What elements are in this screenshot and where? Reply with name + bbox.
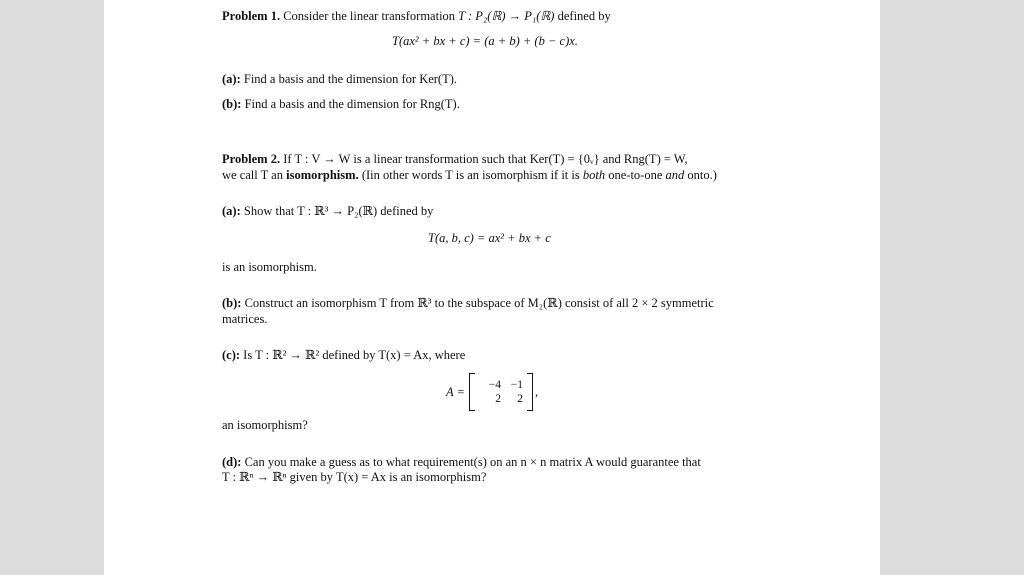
matrix-entry: 2	[517, 393, 523, 405]
problem-2-definition: we call T an isomorphism. (Iin other words T is an isomorphism if it is both one-to-one and onto.)	[222, 168, 717, 182]
problem-2d: (d): Can you make a guess as to what requirement(s) on an n × n matrix A would guarantee that	[222, 455, 701, 469]
problem-2c-tail: an isomorphism?	[222, 418, 308, 432]
problem-2b-cont: matrices.	[222, 312, 268, 326]
matrix-entries	[479, 379, 523, 405]
problem-1b: (b): Find a basis and the dimension for Rng(T).	[222, 97, 460, 111]
document-page	[104, 0, 880, 575]
problem-2c: (c): Is T : ℝ² → ℝ² defined by T(x) = Ax, where	[222, 348, 466, 362]
matrix-a	[446, 373, 538, 411]
problem-2a-formula: T(a, b, c) = ax² + bx + c	[428, 231, 551, 245]
problem-2a: (a): Show that T : ℝ³ → P₂(ℝ) defined by	[222, 204, 434, 218]
problem-1a: (a): Find a basis and the dimension for Ker(T).	[222, 72, 458, 86]
left-bracket	[469, 373, 475, 411]
problem-2d-cont: T : ℝⁿ → ℝⁿ given by T(x) = Ax is an isomorphism?	[222, 470, 487, 484]
matrix-comma: ,	[534, 384, 539, 399]
problem-1-label: Problem 1.	[222, 9, 281, 23]
right-bracket	[527, 373, 533, 411]
problem-2a-tail: is an isomorphism.	[222, 260, 317, 274]
problem-1-statement: Problem 1. Consider the linear transformation T : P₂(ℝ) → P₁(ℝ) defined by	[222, 9, 611, 23]
matrix-entry: −1	[510, 379, 523, 391]
problem-1-formula: T(ax² + bx + c) = (a + b) + (b − c)x.	[392, 34, 578, 48]
matrix-entry: 2	[495, 393, 501, 405]
problem-2-statement: Problem 2. If T : V → W is a linear transformation such that Ker(T) = {0ᵥ} and Rng(T) = W,	[222, 152, 688, 166]
matrix-lhs: A =	[446, 384, 465, 399]
matrix-entry: −4	[488, 379, 501, 391]
problem-2b: (b): Construct an isomorphism T from ℝ³ to the subspace of M₂(ℝ) consist of all 2 × 2 symmetric	[222, 296, 714, 310]
problem-2-label: Problem 2.	[222, 152, 281, 166]
